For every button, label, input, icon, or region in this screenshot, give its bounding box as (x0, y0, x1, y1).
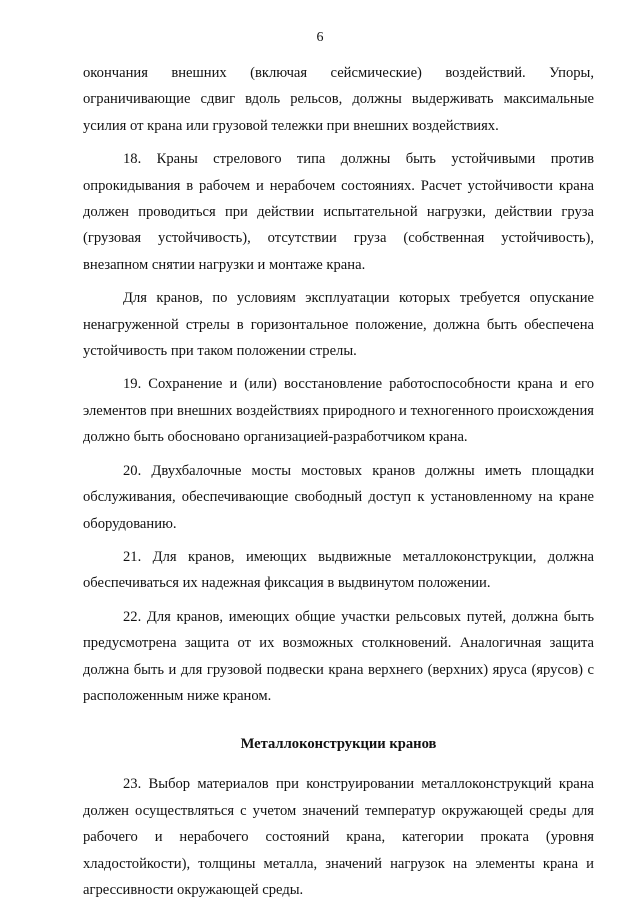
paragraph-item-20: 20. Двухбалочные мосты мостовых кранов должны иметь площадки обслуживания, обеспечивающие свободный доступ к установленному на кране оборудованию. (83, 462, 594, 532)
section-heading: Металлоконструкции кранов (240, 736, 437, 753)
paragraph-continuation: окончания внешних (включая сейсмические) воздействий. Упоры, ограничивающие сдвиг вдоль рельсов, должны выдерживать максимальные усилия от крана или грузовой тележки при внешних воздействиях. (83, 65, 594, 134)
paragraph-item-22: 22. Для кранов, имеющих общие участки рельсовых путей, должна быть предусмотрена защита от их возможных столкновений. Аналогичная защита должна быть и для грузовой подвески крана верхнего (верхних) яруса (ярусов) с расположенным ниже краном. (83, 608, 594, 704)
document-body (83, 60, 594, 910)
paragraph-item-21: 21. Для кранов, имеющих выдвижные металлоконструкции, должна обеспечиваться их надежная фиксация в выдвинутом положении. (83, 548, 594, 592)
page-number: 6 (316, 30, 324, 45)
paragraph-item-18-note: Для кранов, по условиям эксплуатации которых требуется опускание ненагруженной стрелы в горизонтальное положение, должна быть обеспечена устойчивость при таком положении стрелы. (83, 290, 594, 360)
paragraph-item-19: 19. Сохранение и (или) восстановление работоспособности крана и его элементов при внешних воздействиях природного и техногенного происхождения должно быть обосновано организацией-разработчиком крана. (83, 376, 594, 446)
paragraph-item-18: 18. Краны стрелового типа должны быть устойчивыми против опрокидывания в рабочем и нерабочем состояниях. Расчет устойчивости крана должен проводиться при действии испытательной нагрузки, действии груза (грузовая устойчивость), отсутствии груза (собственная устойчивость), внезапном снятии нагрузки и монтаже крана. (83, 151, 594, 273)
paragraph-item-23: 23. Выбор материалов при конструировании металлоконструкций крана должен осуществляться с учетом значений температур окружающей среды для рабочего и нерабочего состояний крана, категории проката (уровня хладостойкости), толщины металла, значений нагрузок на элементы крана и агрессивности окружающей среды. (83, 776, 594, 898)
